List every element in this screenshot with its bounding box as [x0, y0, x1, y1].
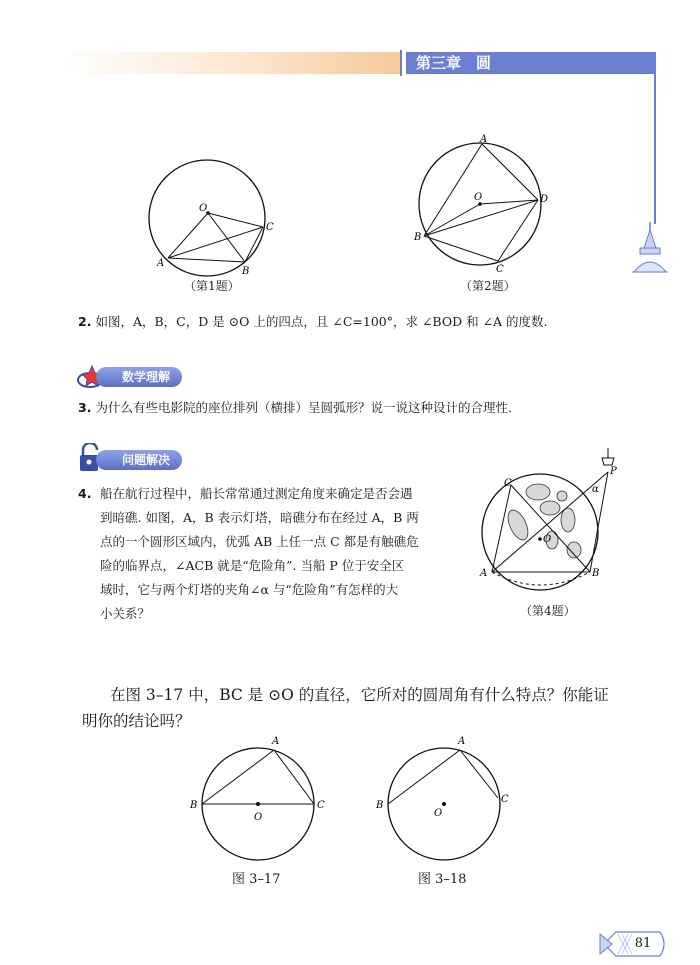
- fig317-label-O: O: [254, 812, 263, 823]
- fig2-label-D: D: [540, 194, 549, 205]
- figure-3-18-caption: 图 3–18: [418, 872, 467, 887]
- fig318-label-A: A: [458, 736, 466, 747]
- figure-3-18: [372, 732, 522, 872]
- side-decoration-line: [654, 74, 656, 224]
- figure-2: [412, 134, 562, 279]
- exercise-number: 2.: [78, 314, 92, 329]
- fig1-label-O: O: [199, 203, 208, 214]
- exercise-text: 为什么有些电影院的座位排列（横排）呈圆弧形？说一说这种设计的合理性.: [95, 400, 512, 415]
- fig1-label-A: A: [157, 258, 165, 269]
- fig4-label-alpha: α: [592, 484, 599, 495]
- fig4-label-C: C: [504, 478, 512, 489]
- fig2-label-A: A: [480, 134, 488, 145]
- exercise-4-line: 域时，它与两个灯塔的夹角∠α 与“危险角”有怎样的大: [100, 582, 399, 597]
- fig318-label-C: C: [501, 794, 509, 805]
- fig317-label-C: C: [317, 800, 325, 811]
- badge-understanding: 数学理解: [96, 367, 182, 387]
- fig4-label-A: A: [480, 568, 488, 579]
- fig318-label-O: O: [434, 808, 443, 819]
- fig318-label-B: B: [376, 800, 384, 811]
- figure-3-17-caption: 图 3–17: [232, 872, 281, 887]
- exercise-4-line: 小关系？: [100, 606, 151, 621]
- fig2-label-B: B: [414, 232, 422, 243]
- fig4-label-O: O: [543, 534, 552, 545]
- fig1-label-C: C: [266, 222, 274, 233]
- exercise-4-line: 到暗礁. 如图，A，B 表示灯塔，暗礁分布在经过 A，B 两: [100, 510, 419, 525]
- exercise-4-line: 船在航行过程中，船长常常通过测定角度来确定是否会遇: [100, 486, 413, 501]
- exercise-text: 如图，A，B，C，D 是 ⊙O 上的四点，且 ∠C=100°，求 ∠BOD 和 ∠A 的度数.: [95, 314, 548, 329]
- header-gradient-band: [60, 52, 400, 74]
- fig4-label-P: P: [610, 466, 617, 477]
- fig2-label-C: C: [496, 264, 504, 275]
- page-number: 81: [634, 936, 652, 951]
- figure-4-caption: （第4题）: [520, 604, 576, 618]
- body-line: 在图 3–17 中，BC 是 ⊙O 的直径，它所对的圆周角有什么特点？你能证: [110, 686, 609, 704]
- fig317-label-A: A: [272, 736, 280, 747]
- exercise-3: [78, 396, 512, 420]
- exercise-number: 4.: [78, 486, 92, 501]
- exercise-4: [78, 482, 468, 626]
- exercise-4-line: 点的一个圆形区域内，优弧 AB 上任一点 C 都是有触礁危: [100, 534, 419, 549]
- figure-1: [140, 150, 290, 285]
- fig4-label-B: B: [592, 568, 600, 579]
- header-separator: [400, 50, 402, 76]
- exercise-number: 3.: [78, 400, 92, 415]
- figure-1-caption: （第1题）: [184, 279, 240, 293]
- body-paragraph: [82, 682, 650, 734]
- exercise-2: [78, 310, 548, 334]
- exercise-4-line: 险的临界点，∠ACB 就是“危险角”. 当船 P 位于安全区: [100, 558, 405, 573]
- figure-2-caption: （第2题）: [460, 279, 516, 293]
- fig1-label-B: B: [242, 266, 250, 277]
- figure-4: [478, 440, 638, 605]
- figure-3-17: [186, 732, 336, 872]
- fig317-label-B: B: [190, 800, 198, 811]
- chapter-title: 第三章 圆: [406, 52, 656, 74]
- fig2-label-O: O: [474, 192, 483, 203]
- body-line: 明你的结论吗？: [82, 712, 191, 730]
- tower-icon: [630, 222, 670, 274]
- badge-problem-solving: 问题解决: [96, 450, 182, 470]
